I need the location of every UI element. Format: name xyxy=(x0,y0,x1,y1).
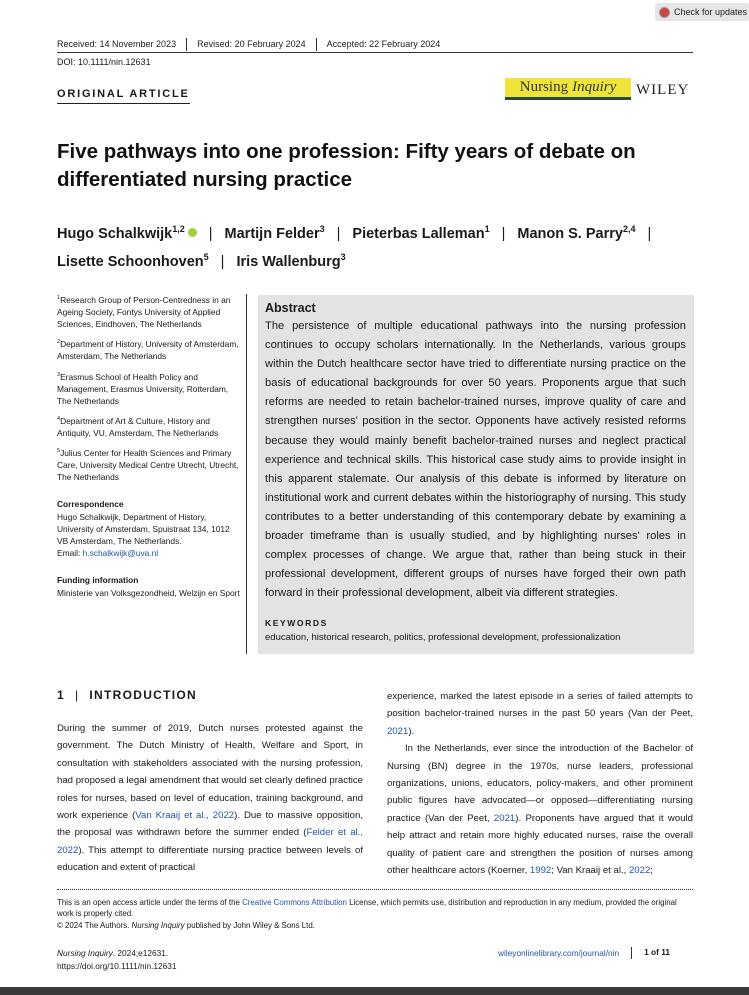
citation-block xyxy=(57,947,176,972)
author-separator: | xyxy=(336,225,341,242)
correspondence-text xyxy=(57,511,242,560)
author-separator: | xyxy=(208,225,213,242)
author-separator: | xyxy=(647,225,652,242)
check-for-updates-label: Check for updates xyxy=(674,7,748,17)
author-affil-sup: 1 xyxy=(484,224,490,234)
license-link[interactable]: Creative Commons Attribution xyxy=(242,898,347,907)
doi-url[interactable]: https://doi.org/10.1111/nin.12631 xyxy=(57,960,177,971)
reference-link[interactable]: 2021 xyxy=(493,812,516,824)
abstract-box xyxy=(258,295,694,654)
affiliation xyxy=(57,336,242,362)
author-name[interactable]: Iris Wallenburg xyxy=(236,253,341,270)
reference-link[interactable]: 1992 xyxy=(529,865,552,877)
author-affil-sup: 1,2 xyxy=(172,224,185,234)
correspondence-label: Correspondence xyxy=(57,498,124,509)
affiliation-text: Erasmus School of Health Policy and Management, Erasmus University, Rotterdam, The Netherlands xyxy=(57,371,229,406)
author-name[interactable]: Pieterbas Lalleman xyxy=(352,225,485,242)
affiliation-text: Julius Center for Health Sciences and Primary Care, University Medical Centre Utrecht, Utrecht, The Netherlands xyxy=(57,448,239,483)
crossmark-icon xyxy=(659,7,670,18)
text: ; xyxy=(650,865,653,877)
email-label: Email: xyxy=(57,548,83,559)
body-column-1 xyxy=(57,720,363,877)
affiliation-sup: 2 xyxy=(57,339,61,346)
paragraph xyxy=(57,720,363,877)
journal-name-2: Inquiry xyxy=(572,79,617,95)
affiliation-sup: 1 xyxy=(57,295,61,301)
text: ). Proponents have argued that it would help attract and retain more highly educated nurses, raise the overall quality of patient care and strengthen the position of nurses among other healthcare actors (Koerner, xyxy=(387,812,693,877)
title-line-2: differentiated nursing practice xyxy=(57,168,353,191)
citation-journal: Nursing Inquiry xyxy=(57,948,113,958)
author-list xyxy=(57,218,697,274)
section-number: 1 xyxy=(57,688,65,702)
title-line-1: Five pathways into one profession: Fifty years of debate on xyxy=(57,140,636,163)
article-type: ORIGINAL ARTICLE xyxy=(57,88,190,104)
author-name[interactable]: Lisette Schoonhoven xyxy=(57,253,204,270)
text: ). Due to massive opposition, the proposal was withdrawn before the summer ended ( xyxy=(57,810,363,839)
affiliation-text: Department of History, University of Amsterdam, Amsterdam, The Netherlands xyxy=(57,339,239,362)
reference-link[interactable]: Felder et al., 2022 xyxy=(57,827,363,856)
funding-label: Funding information xyxy=(57,574,139,585)
affiliation-text: Research Group of Person-Centredness in an Ageing Society, Fontys University of Applied Sciences, Eindhoven, The Netherlands xyxy=(57,294,231,330)
accepted-date: Accepted: 22 February 2024 xyxy=(326,39,441,49)
section-title: INTRODUCTION xyxy=(89,688,197,702)
text: In the Netherlands, ever since the introduction of the Bachelor of Nursing (BN) degree in the 1970s, nurse leaders, professional organizations, unions, educators, policy-makers, and other prominent public figures have advocated—or opposed—differentiating nursing practice (Van der Peet, xyxy=(387,743,693,824)
check-for-updates-button[interactable] xyxy=(655,3,749,21)
author-name[interactable]: Manon S. Parry xyxy=(517,225,623,242)
author-separator: | xyxy=(501,225,506,242)
body-column-2 xyxy=(387,688,693,879)
author-affil-sup: 3 xyxy=(340,251,346,262)
dates-header xyxy=(57,38,450,51)
journal-site-link[interactable]: wileyonlinelibrary.com/journal/nin xyxy=(498,947,632,959)
journal-logo xyxy=(505,78,631,100)
header-rule xyxy=(57,52,693,53)
journal-name-1: Nursing xyxy=(519,79,569,95)
correspondence-address: Hugo Schalkwijk, Department of History, University of Amsterdam, Spuistraat 134, 1012 VB Amsterdam, The Netherlands. xyxy=(57,511,230,547)
footer-divider xyxy=(57,889,693,890)
column-divider xyxy=(246,294,247,654)
author-name[interactable]: Martijn Felder xyxy=(224,225,320,242)
funding-text: Ministerie van Volksgezondheid, Welzijn en Sport xyxy=(57,587,240,598)
license-note xyxy=(57,897,693,931)
text: published by John Wiley & Sons Ltd. xyxy=(184,920,315,930)
keywords-heading: KEYWORDS xyxy=(265,618,328,629)
keywords: education, historical research, politics, professional development, professionalization xyxy=(265,632,621,644)
affiliation xyxy=(57,369,242,407)
publisher-logo: WILEY xyxy=(636,82,690,98)
reference-link[interactable]: 2021 xyxy=(387,725,409,737)
text: ). xyxy=(408,725,415,737)
author-affil-sup: 5 xyxy=(203,251,209,262)
text: experience, marked the latest episode in a series of failed attempts to position bachelor-trained nurses in the past 50 years (Van der Peet, xyxy=(387,691,693,720)
text: ; Van Kraaij et al., xyxy=(551,865,629,877)
page-footer-right xyxy=(498,947,670,959)
affiliation-text: Department of Art & Culture, History and Antiquity, VU, Amsterdam, The Netherlands xyxy=(57,415,219,439)
affiliation xyxy=(57,413,242,439)
author-name[interactable]: Hugo Schalkwijk xyxy=(57,225,173,242)
abstract-text: The persistence of multiple educational pathways into the nursing profession continues to occupy scholars internationally. In the Netherlands, various groups within the Dutch healthcare sector have tried to differentiate nursing practice on the basis of educational backgrounds for over 50 years. Proponents argue that such reforms are needed to retain bachelor-trained nurses, improve quality of care and strengthen nurses' position in the sector. Opponents have actively resisted reforms because they would mainly benefit bachelor-trained nurses and neglect practical experience and technical skills. This historical case study aims to provide insight in this apparent stalemate. Our analysis of this debate is informed by literature on institutional work and current debates within the historiography of nursing. This study contributes to a better understanding of this contemporary debate by examining a broader timeframe than is usually studied, and by highlighting nurses' roles in complex processes of change. We argue that, rather than being stuck in their professional development, different groups of nurses have forged their own path forward in their professional development, albeit via different strategies. xyxy=(265,320,686,600)
affiliation-sup: 3 xyxy=(57,371,61,378)
doi: DOI: 10.1111/nin.12631 xyxy=(57,57,151,67)
affiliation-sup: 4 xyxy=(57,416,61,423)
received-date: Received: 14 November 2023 xyxy=(57,38,187,51)
email-link[interactable]: h.schalkwijk@uva.nl xyxy=(82,548,159,559)
reference-link[interactable]: Van Kraaij et al., 2022 xyxy=(135,810,235,822)
citation-text: . 2024;e12631. xyxy=(112,948,169,958)
text: ). This attempt to differentiate nursing practice between levels of education and extent of practical xyxy=(57,844,363,874)
paragraph xyxy=(387,740,693,879)
orcid-icon[interactable] xyxy=(188,228,197,237)
viewer-bottom-bar xyxy=(0,987,749,995)
text: License, which permits use, distribution and reproduction in any medium, provided the original work is properly cited. xyxy=(57,898,677,919)
affiliation-sup: 5 xyxy=(57,448,61,455)
author-affil-sup: 2,4 xyxy=(622,224,636,234)
article-title xyxy=(57,138,697,194)
author-separator: | xyxy=(220,253,225,270)
affiliation xyxy=(57,292,242,330)
page-number: 1 of 11 xyxy=(644,947,670,957)
paragraph xyxy=(387,688,693,740)
text: This is an open access article under the terms of the xyxy=(57,898,243,907)
revised-date: Revised: 20 February 2024 xyxy=(187,38,317,51)
abstract-heading: Abstract xyxy=(265,301,316,315)
affiliations-column xyxy=(57,292,242,605)
text: © 2024 The Authors. xyxy=(57,920,132,930)
reference-link[interactable]: 2022 xyxy=(628,865,651,877)
text: During the summer of 2019, Dutch nurses protested against the government. The Dutch Ministry of Health, Welfare and Sport, in consultation with stakeholders associated with the nursing profession, had proposed a legal amendment that would set clearly defined practice roles for nurses, based on level of education, training background, and work experience ( xyxy=(57,723,363,822)
author-affil-sup: 3 xyxy=(319,224,325,234)
journal-name: Nursing Inquiry xyxy=(131,920,185,930)
section-heading: 1 | INTRODUCTION xyxy=(57,688,197,702)
affiliation xyxy=(57,445,242,483)
